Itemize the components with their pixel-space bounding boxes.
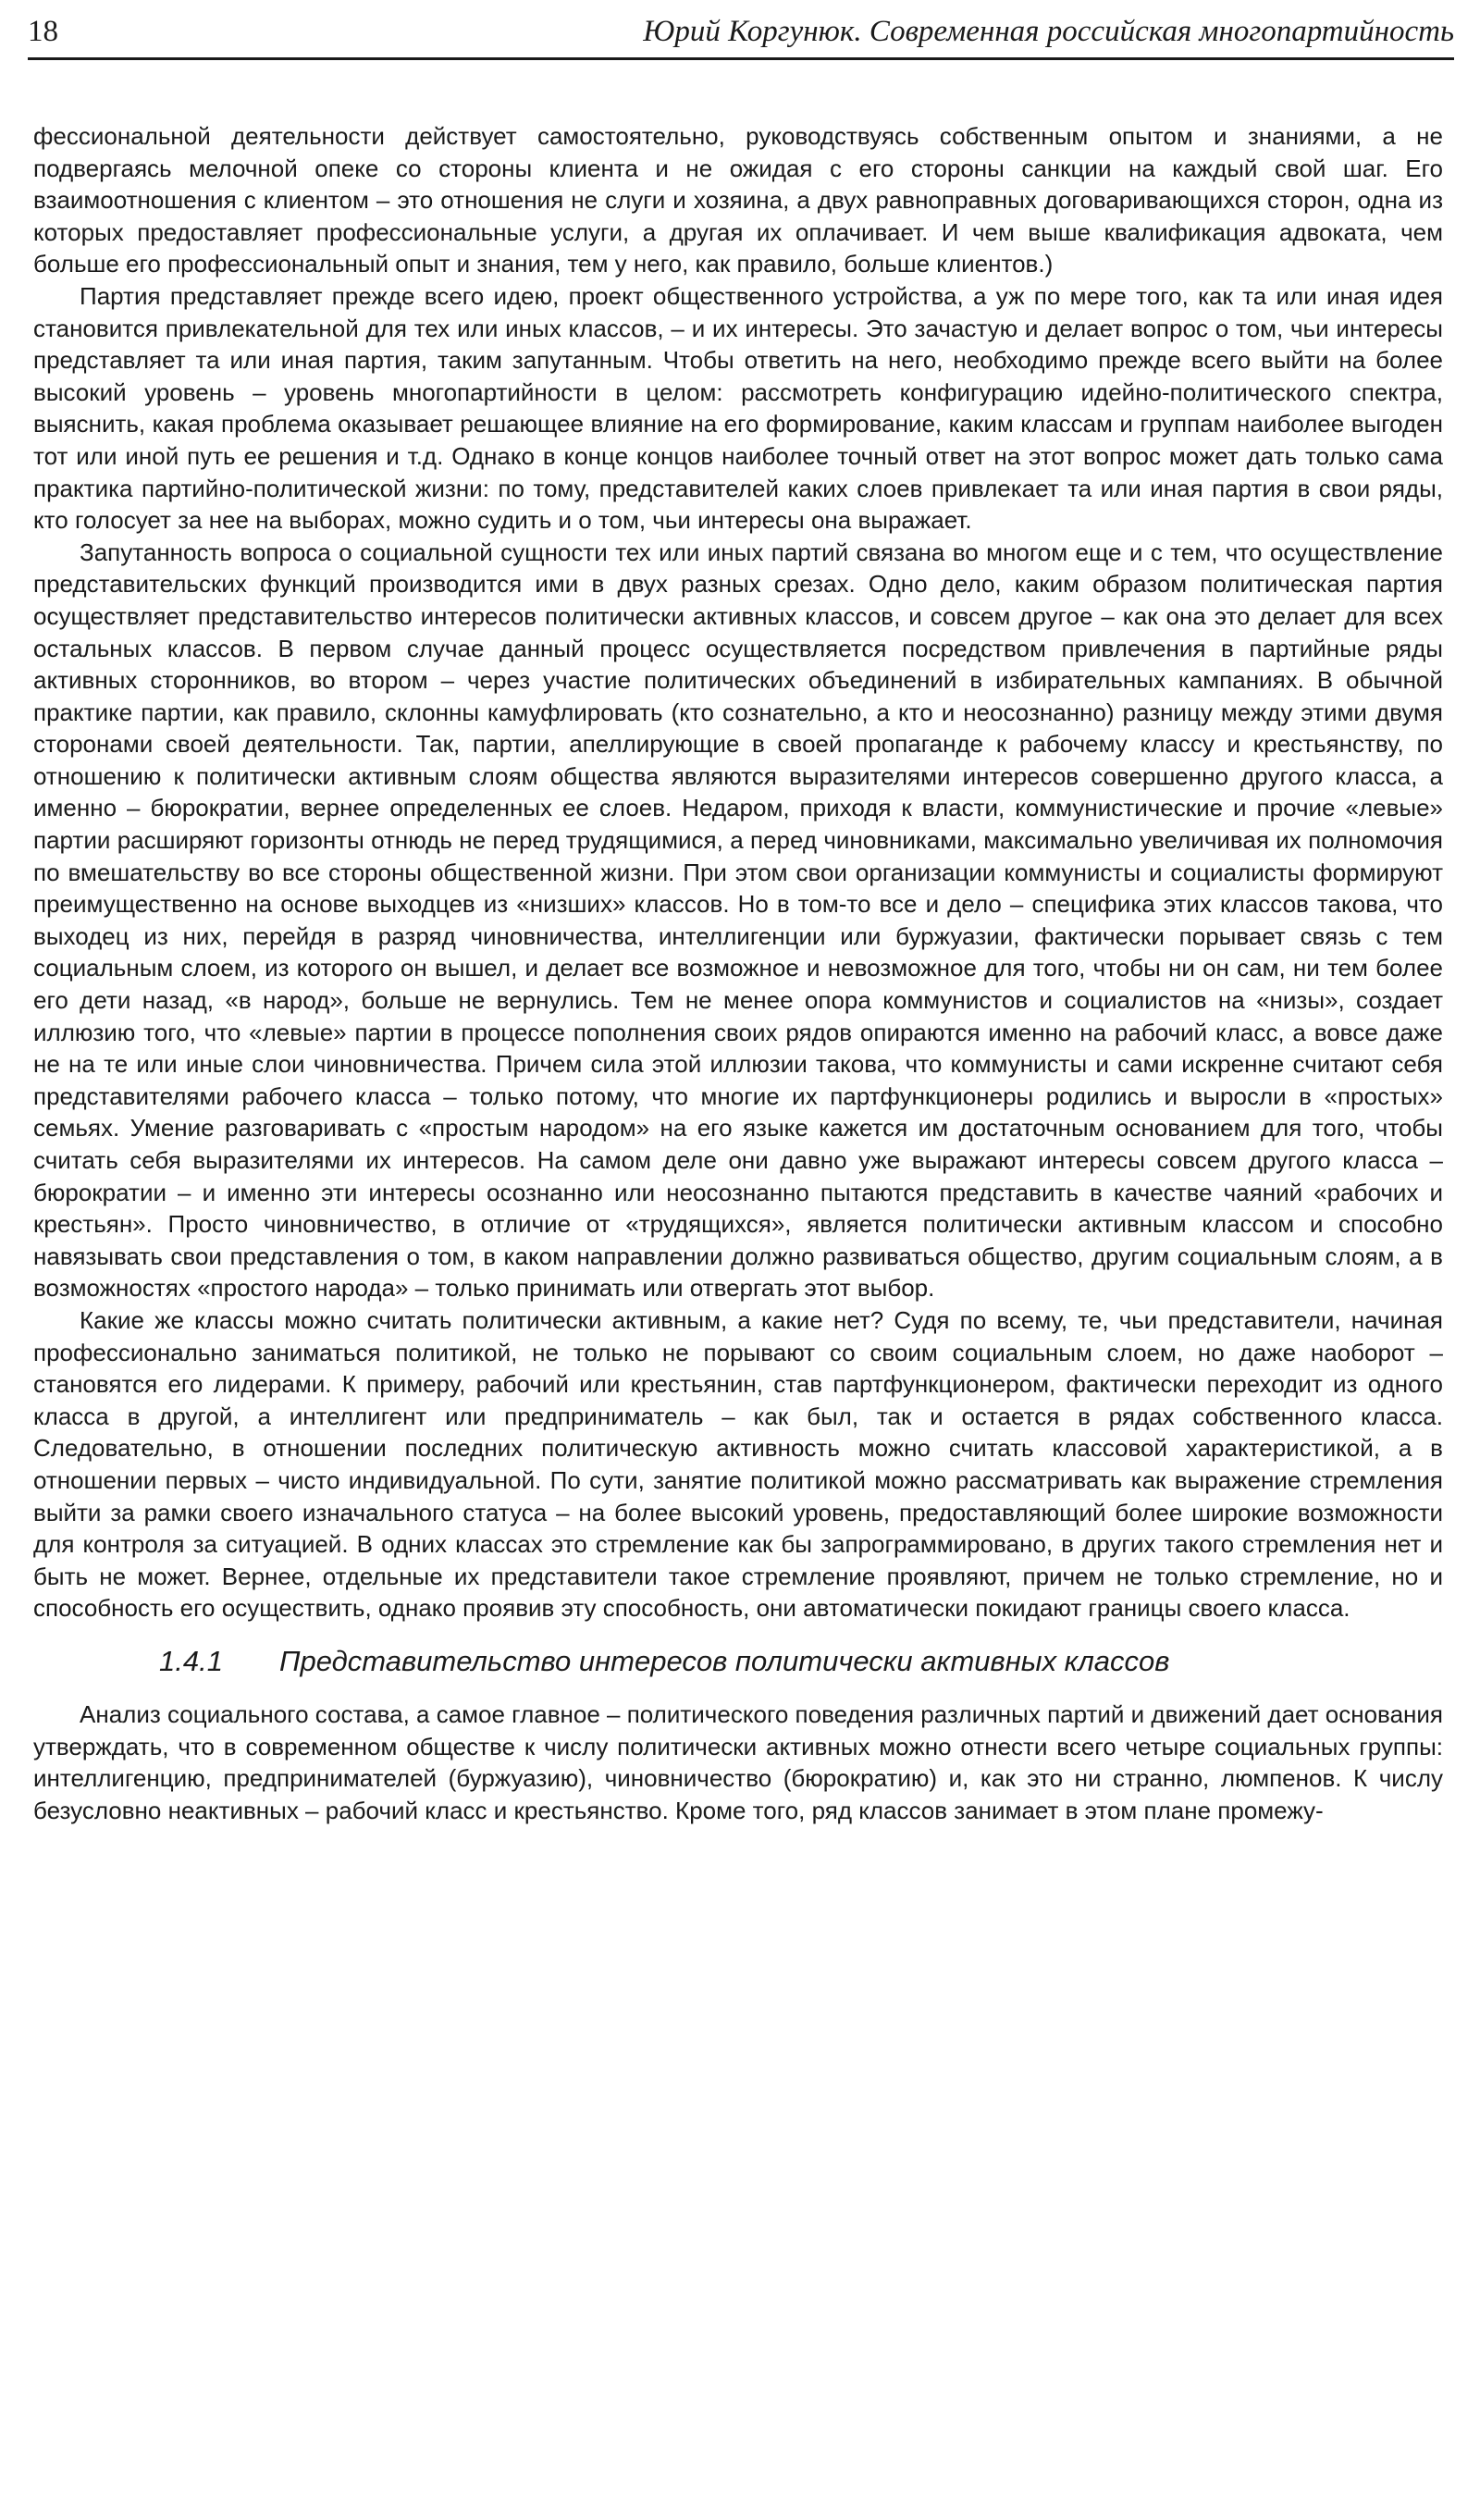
- page-number: 18: [28, 15, 58, 48]
- page-header: [28, 9, 1454, 60]
- running-head: Юрий Коргунюк. Современная российская многопартийность: [643, 15, 1454, 48]
- paragraph-continued: фессиональной деятельности действует самостоятельно, руководствуясь собственным опытом и знаниями, а не подвергаясь мелочной опеке со стороны клиента и не ожидая с его стороны санкции на каждый свой шаг. Его взаимоотношения с клиентом – это отношения не слуги и хозяина, а двух равноправных договаривающихся сторон, одна из которых предоставляет профессиональные услуги, а другая их оплачивает. И чем выше квалификация адвоката, чем больше его профессиональный опыт и знания, тем у него, как правило, больше клиентов.): [33, 122, 1443, 278]
- paragraph: Партия представляет прежде всего идею, проект общественного устройства, а уж по мере того, как та или иная идея становится привлекательной для тех или иных классов, – и их интересы. Это зачастую и делает вопрос о том, чьи интересы представляет та или иная партия, таким запутанным. Чтобы ответить на него, необходимо прежде всего выйти на более высокий уровень – уровень многопартийности в целом: рассмотреть конфигурацию идейно-политического спектра, выяснить, какая проблема оказывает решающее влияние на его формирование, каким классам и группам наиболее выгоден тот или иной путь ее решения и т.д. Однако в конце концов наиболее точный ответ на этот вопрос может дать только сама практика партийно-политической жизни: по тому, представителей каких слоев привлекает та или иная партия в свои ряды, кто голосует за нее на выборах, можно судить и о том, чьи интересы она выражает.: [33, 281, 1443, 535]
- section-title: Представительство интересов политически активных классов: [279, 1644, 1170, 1677]
- section-heading: [33, 1643, 1443, 1680]
- body-text: [33, 120, 1443, 1826]
- paragraph: Какие же классы можно считать политически активным, а какие нет? Судя по всему, те, чьи представители, начиная профессионально заниматься политикой, не только не порывают со своим социальным слоем, но даже наоборот – становятся его лидерами. К примеру, рабочий или крестьянин, став партфункционером, фактически переходит из одного класса в другой, а интеллигент или предприниматель – как был, так и остается в рядах собственного класса. Следовательно, в отношении последних политическую активность можно считать классовой характеристикой, а в отношении первых – чисто индивидуальной. По сути, занятие политикой можно рассматривать как выражение стремления выйти за рамки своего изначального статуса – на более высокий уровень, предоставляющий более широкие возможности для контроля за ситуацией. В одних классах это стремление как бы запрограммировано, в других такого стремления нет и быть не может. Вернее, отдельные их представители такое стремление проявляют, причем не только стремление, но и способность его осуществить, однако проявив эту способность, они автоматически покидают границы своего класса.: [33, 1305, 1443, 1623]
- paragraph: Анализ социального состава, а самое главное – политического поведения различных партий и движений дает основания утверждать, что в современном обществе к числу политически активных можно отнести всего четыре социальных группы: интеллигенцию, предпринимателей (буржуазию), чиновничество (бюрократию) и, как это ни странно, люмпенов. К числу безусловно неактивных – рабочий класс и крестьянство. Кроме того, ряд классов занимает в этом плане промежу-: [33, 1699, 1443, 1824]
- section-number: 1.4.1: [159, 1644, 223, 1677]
- page: [28, 0, 1454, 2520]
- paragraph: Запутанность вопроса о социальной сущности тех или иных партий связана во многом еще и с тем, что осуществление представительских функций производится ими в двух разных срезах. Одно дело, каким образом политическая партия осуществляет представительство интересов политически активных классов, и совсем другое – как она это делает для всех остальных классов. В первом случае данный процесс осуществляется посредством привлечения в партийные ряды активных сторонников, во втором – через участие политических объединений в избирательных кампаниях. В обычной практике партии, как правило, склонны камуфлировать (кто сознательно, а кто и неосознанно) разницу между этими двумя сторонами своей деятельности. Так, партии, апеллирующие в своей пропаганде к рабочему классу и крестьянству, по отношению к политически активным слоям общества являются выразителями интересов совершенно другого класса, а именно – бюрократии, вернее определенных ее слоев. Недаром, приходя к власти, коммунистические и прочие «левые» партии расширяют горизонты отнюдь не перед трудящимися, а перед чиновниками, максимально увеличивая их полномочия по вмешательству во все стороны общественной жизни. При этом свои организации коммунисты и социалисты формируют преимущественно на основе выходцев из «низших» классов. Но в том-то все и дело – специфика этих классов такова, что выходец из них, перейдя в разряд чиновничества, интеллигенции или буржуазии, фактически порывает связь с тем социальным слоем, из которого он вышел, и делает все возможное и невозможное для того, чтобы ни он сам, ни тем более его дети назад, «в народ», больше не вернулись. Тем не менее опора коммунистов и социалистов на «низы», создает иллюзию того, что «левые» партии в процессе пополнения своих рядов опираются именно на рабочий класс, а вовсе даже не на те или иные слои чиновничества. Причем сила этой иллюзии такова, что коммунисты и сами искренне считают себя представителями рабочего класса – только потому, что многие их партфункционеры родились и выросли в «простых» семьях. Умение разговаривать с «простым народом» на его языке кажется им достаточным основанием для того, чтобы считать себя выразителями их интересов. На самом деле они давно уже выражают интересы совсем другого класса – бюрократии – и именно эти интересы осознанно или неосознанно пытаются представить в качестве чаяний «рабочих и крестьян». Просто чиновничество, в отличие от «трудящихся», является политически активным классом и способно навязывать свои представления о том, в каком направлении должно развиваться общество, другим социальным слоям, а в возможностях «простого народа» – только принимать или отвергать этот выбор.: [33, 537, 1443, 1303]
